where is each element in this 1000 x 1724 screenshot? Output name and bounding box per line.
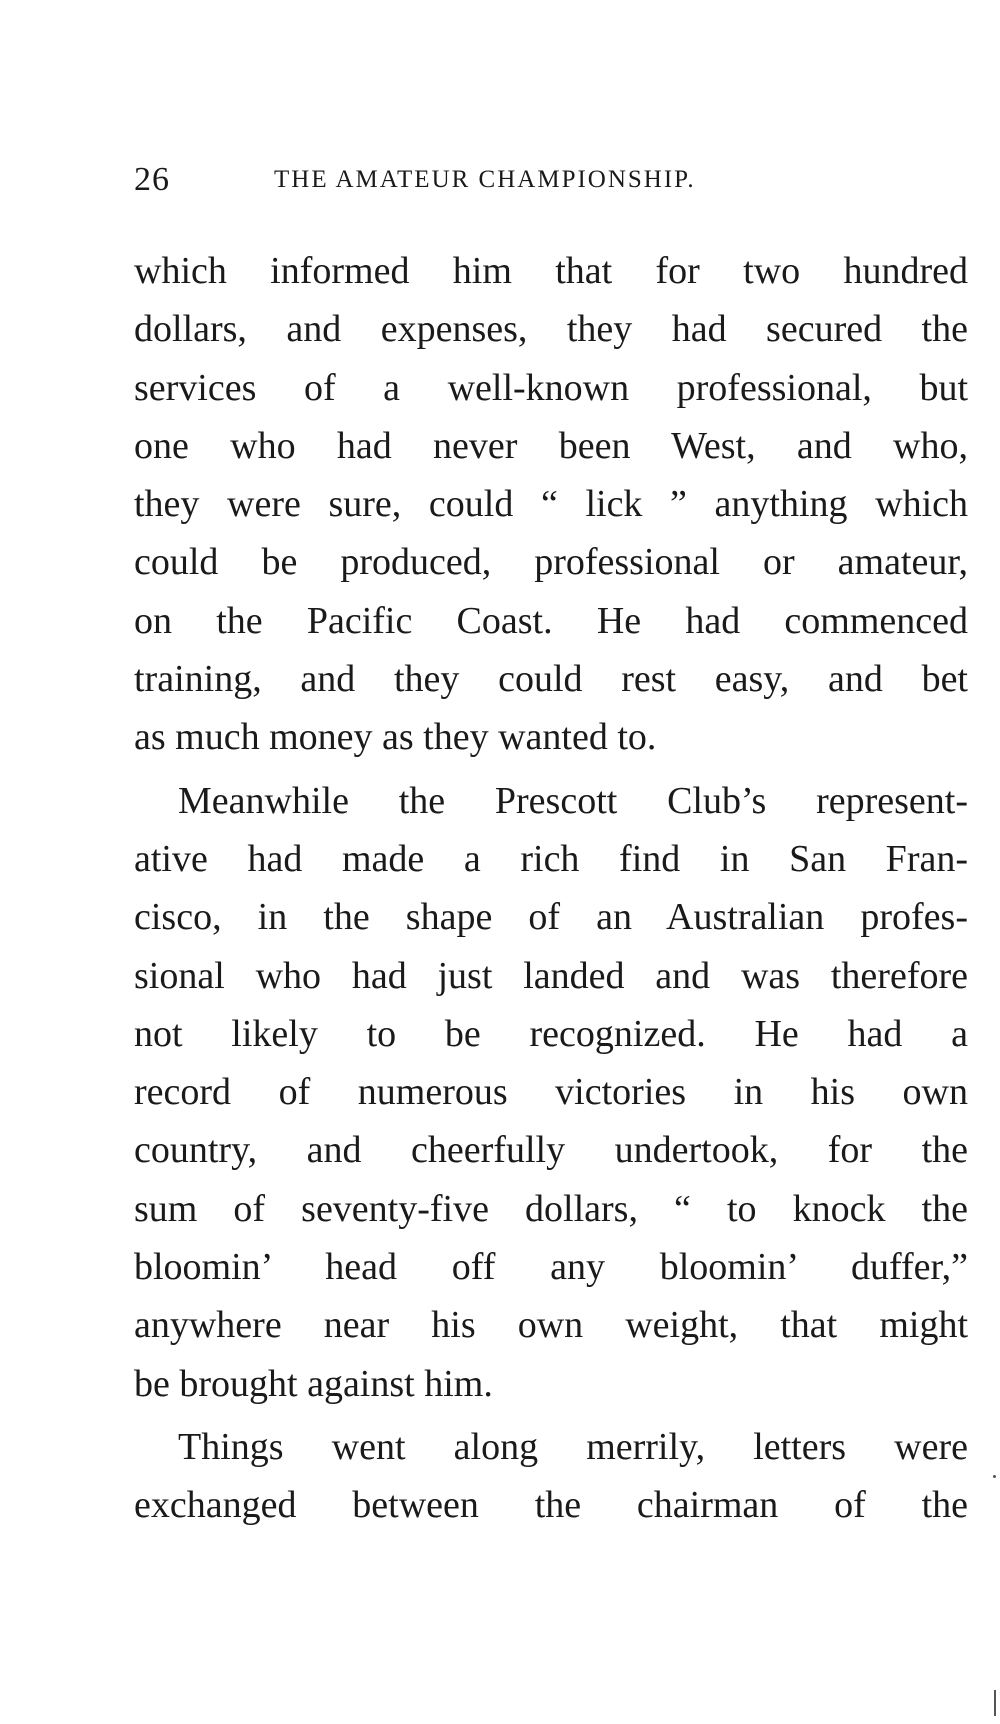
- text-line: anywhere near his own weight, that might: [134, 1304, 968, 1347]
- paragraph: [134, 772, 968, 1413]
- text-line: exchanged between the chairman of the: [134, 1484, 968, 1527]
- running-title: THE AMATEUR CHAMPIONSHIP.: [274, 166, 696, 193]
- text-line: they were sure, could “ lick ” anything which: [134, 483, 968, 526]
- text-line: ative had made a rich find in San Fran-: [134, 837, 968, 880]
- running-head: [134, 160, 834, 200]
- text-line: dollars, and expenses, they had secured the: [134, 308, 968, 351]
- paragraph: [134, 1418, 968, 1535]
- scan-edge-mark: [994, 1690, 996, 1716]
- page-number: 26: [134, 161, 170, 198]
- text-line: services of a well-known professional, but: [134, 366, 968, 409]
- text-line: which informed him that for two hundred: [134, 250, 968, 292]
- text-line: record of numerous victories in his own: [134, 1071, 968, 1114]
- text-line: Things went along merrily, letters were: [178, 1425, 968, 1468]
- text-line: as much money as they wanted to.: [134, 716, 657, 759]
- text-line: country, and cheerfully undertook, for the: [134, 1129, 968, 1172]
- text-line: bloomin’ head off any bloomin’ duffer,”: [134, 1246, 968, 1289]
- text-line: cisco, in the shape of an Australian profes-: [134, 896, 968, 939]
- text-line: be brought against him.: [134, 1362, 493, 1405]
- text-line: on the Pacific Coast. He had commenced: [134, 599, 968, 642]
- paragraph: [134, 242, 968, 767]
- text-line: Meanwhile the Prescott Club’s represent-: [178, 779, 968, 822]
- text-line: sum of seventy-five dollars, “ to knock the: [134, 1187, 968, 1230]
- text-line: training, and they could rest easy, and bet: [134, 658, 968, 701]
- text-line: one who had never been West, and who,: [134, 424, 968, 467]
- scan-edge-mark: [993, 1475, 996, 1478]
- text-line: sional who had just landed and was therefore: [134, 954, 968, 997]
- text-line: not likely to be recognized. He had a: [134, 1012, 968, 1055]
- body-text: [134, 242, 968, 1535]
- text-line: could be produced, professional or amateur,: [134, 541, 968, 584]
